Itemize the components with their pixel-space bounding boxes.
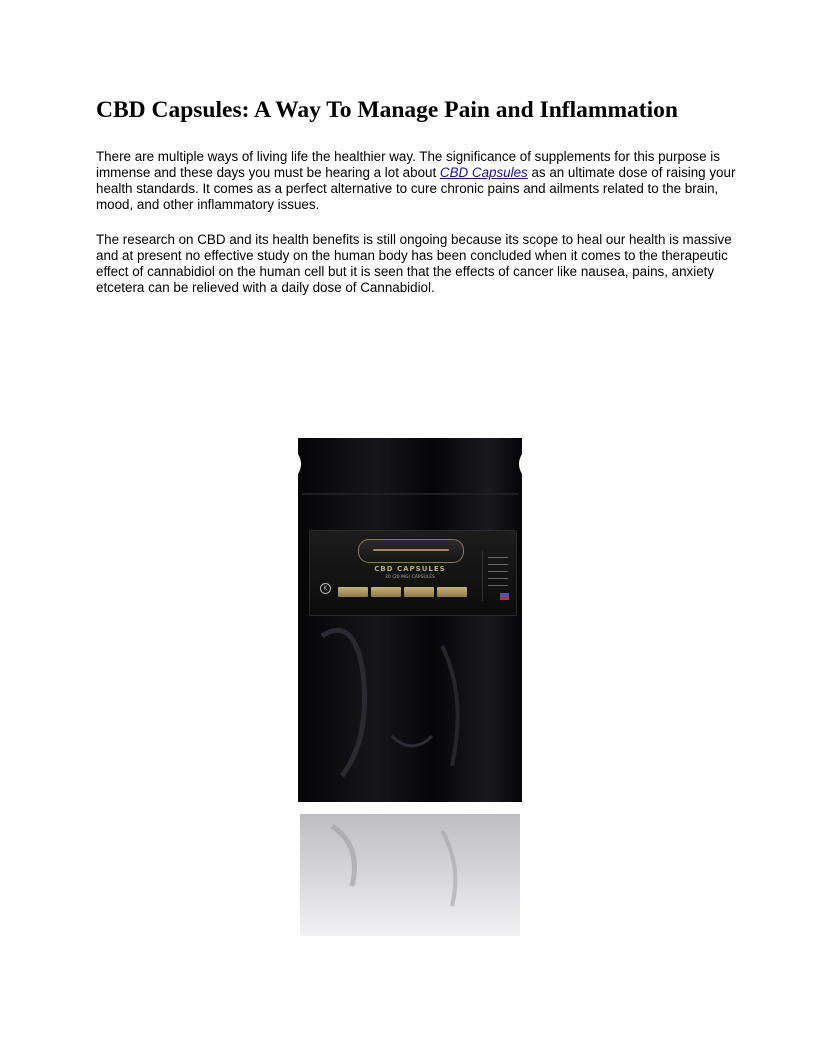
pouch-reflection xyxy=(300,814,520,936)
label-capsule-count: 30 (20 MG) CAPSULES xyxy=(385,575,435,580)
intro-text-before-link: There are multiple ways of living life the healthier way. The significance of supplements for this purpose is immense and these days you must be hearing a lot about xyxy=(96,149,720,180)
label-badge xyxy=(437,587,467,597)
product-image xyxy=(292,436,528,938)
label-badge xyxy=(404,587,434,597)
intro-text-after-link: as an ultimate dose of raising your health standards. It comes as a perfect alternative to cure chronic pains and ailments related to the brain, mood, and other inflammatory issues. xyxy=(96,165,736,212)
brand-logo-icon xyxy=(358,539,464,563)
page-title: CBD Capsules: A Way To Manage Pain and Inflammation xyxy=(96,97,678,123)
label-badges xyxy=(338,587,467,597)
label-badge xyxy=(371,587,401,597)
cbd-capsules-link[interactable]: CBD Capsules xyxy=(439,165,528,180)
kosher-icon: K xyxy=(320,583,331,594)
research-paragraph: The research on CBD and its health benefits is still ongoing because its scope to heal our health is massive and at present no effective study on the human body has been concluded when it comes to the therapeutic effect of cannabidiol on the human cell but it is seen that the effects of cancer like nausea, pains, anxiety etcetera can be relieved with a daily dose of Cannabidiol. xyxy=(96,232,732,295)
label-product-name: CBD CAPSULES xyxy=(374,565,446,573)
pouch-graphic xyxy=(292,436,528,938)
label-badge xyxy=(338,587,368,597)
flag-icon xyxy=(500,593,509,600)
product-label xyxy=(309,530,517,616)
intro-paragraph xyxy=(96,149,736,213)
